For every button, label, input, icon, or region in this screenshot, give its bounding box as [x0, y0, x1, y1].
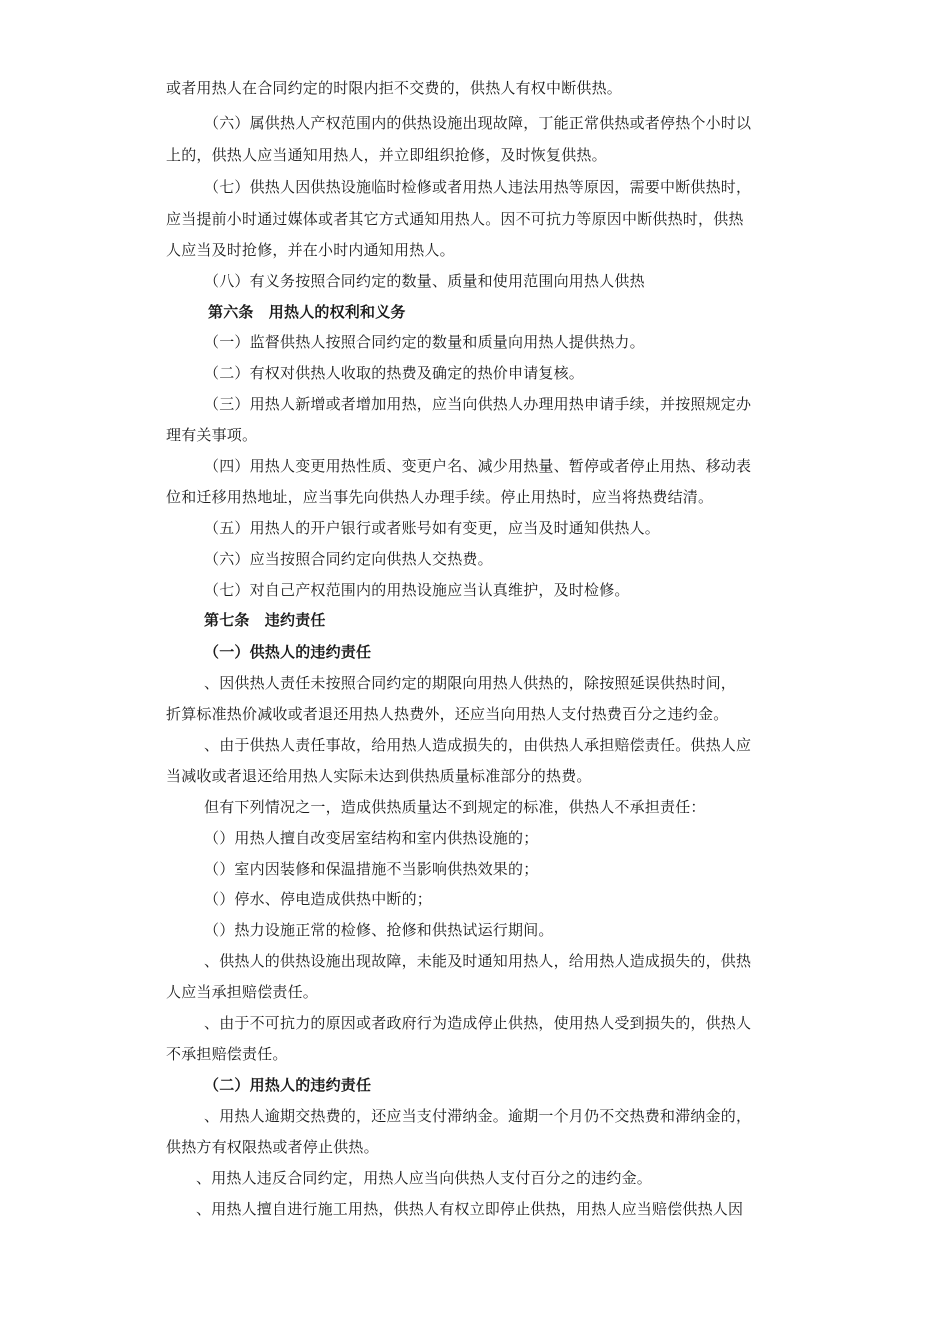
text-line: （）热力设施正常的检修、抢修和供热试运行期间。	[204, 921, 554, 939]
text-line: （三）用热人新增或者增加用热，应当向供热人办理用热申请手续，并按照规定办	[204, 395, 752, 413]
text-line: （）用热人擅自改变居室结构和室内供热设施的；	[204, 829, 539, 847]
text-line: （）室内因装修和保温措施不当影响供热效果的；	[204, 860, 539, 878]
text-line: 但有下列情况之一，造成供热质量达不到规定的标准，供热人不承担责任：	[204, 798, 706, 816]
text-line: 应当提前小时通过媒体或者其它方式通知用热人。因不可抗力等原因中断供热时，供热	[166, 210, 744, 228]
text-line: （一）监督供热人按照合同约定的数量和质量向用热人提供热力。	[204, 333, 645, 351]
text-line: 供热方有权限热或者停止供热。	[166, 1138, 379, 1156]
text-line: 、因供热人责任未按照合同约定的期限向用热人供热的，除按照延误供热时间，	[204, 674, 737, 692]
text-line: （五）用热人的开户银行或者账号如有变更，应当及时通知供热人。	[204, 519, 661, 537]
text-line: 、用热人违反合同约定，用热人应当向供热人支付百分之的违约金。	[196, 1169, 653, 1187]
text-line: 人应当及时抢修，并在小时内通知用热人。	[166, 241, 455, 259]
text-line: 当减收或者退还给用热人实际未达到供热质量标准部分的热费。	[166, 767, 592, 785]
text-line: 不承担赔偿责任。	[166, 1045, 288, 1063]
text-line: （四）用热人变更用热性质、变更户名、减少用热量、暂停或者停止用热、移动表	[204, 457, 752, 475]
text-line: （六）属供热人产权范围内的供热设施出现故障，丁能正常供热或者停热个小时以	[204, 114, 752, 132]
text-line: 位和迁移用热地址，应当事先向供热人办理手续。停止用热时，应当将热费结清。	[166, 488, 714, 506]
section-heading: （一）供热人的违约责任	[204, 643, 372, 661]
text-line: （七）供热人因供热设施临时检修或者用热人违法用热等原因，需要中断供热时，	[204, 178, 752, 196]
text-line: （）停水、停电造成供热中断的；	[204, 890, 433, 908]
text-line: 上的，供热人应当通知用热人，并立即组织抢修，及时恢复供热。	[166, 146, 607, 164]
article-heading: 第六条 用热人的权利和义务	[208, 303, 406, 321]
text-line: 、由于不可抗力的原因或者政府行为造成停止供热，使用热人受到损失的，供热人	[204, 1014, 752, 1032]
text-line: 折算标准热价减收或者退还用热人热费外，还应当向用热人支付热费百分之违约金。	[166, 705, 729, 723]
article-heading: 第七条 违约责任	[204, 611, 326, 629]
text-line: （六）应当按照合同约定向供热人交热费。	[204, 550, 493, 568]
text-line: （八）有义务按照合同约定的数量、质量和使用范围向用热人供热	[204, 272, 645, 290]
text-line: 理有关事项。	[166, 426, 258, 444]
text-line: 或者用热人在合同约定的时限内拒不交费的，供热人有权中断供热。	[166, 79, 623, 97]
text-line: （七）对自己产权范围内的用热设施应当认真维护，及时检修。	[204, 581, 630, 599]
section-heading: （二）用热人的违约责任	[204, 1076, 372, 1094]
text-line: 、用热人逾期交热费的，还应当支付滞纳金。逾期一个月仍不交热费和滞纳金的，	[204, 1107, 752, 1125]
text-line: 、由于供热人责任事故，给用热人造成损失的，由供热人承担赔偿责任。供热人应	[204, 736, 752, 754]
text-line: （二）有权对供热人收取的热费及确定的热价申请复核。	[204, 364, 585, 382]
text-line: 、供热人的供热设施出现故障，未能及时通知用热人，给用热人造成损失的，供热	[204, 952, 752, 970]
text-line: 、用热人擅自进行施工用热，供热人有权立即停止供热，用热人应当赔偿供热人因	[196, 1200, 744, 1218]
text-line: 人应当承担赔偿责任。	[166, 983, 319, 1001]
